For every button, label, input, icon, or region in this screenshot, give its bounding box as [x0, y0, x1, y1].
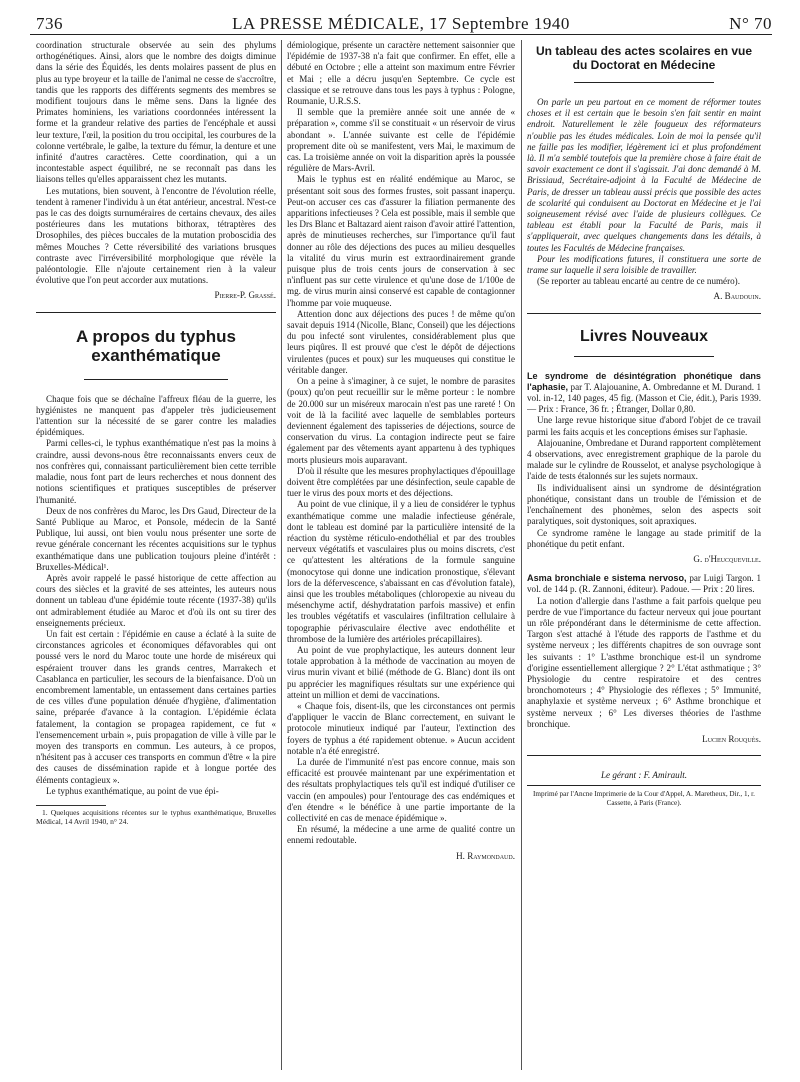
book-reference: par T. Alajouanine, A. Ombredanne et M. Durand. 1 vol. in-12, 140 pages, 45 fig. (Masson et Cie, édit.), Paris 1939. — Prix : France, 36 fr. ; Étranger, Dollar 0,80. — [527, 381, 761, 415]
signature: G. d'Heucqueville. — [693, 553, 761, 564]
box-intro: On parle un peu partout en ce moment de réformer toutes choses et il est certain que le besoin s'en fait sentir en maint endroit. Naturellement le zèle fougueux des réformateurs n'oublie pas les études médicales. Loin de moi la pensée qu'il ne faille pas les modifier, légèrement ici et plus profondément là. Il m'a semblé toutefois que la première chose à faire était de savoir exactement ce dont il s'agissait. J'ai donc demandé à M. Brissiaud, Secrétaire-adjoint à la Faculté de Médecine de Paris, de dresser un tableau aussi précis que possible des actes de scolarité qui conduisent au Doctorat en Médecine et je l'ai soigneusement révisé avec l'aide de plusieurs collègues. Ce tableau est établi pour la Faculté de Paris, mais il s'appliquerait, avec quelques changements dans les détails, à toutes les Facultés de Médecine françaises. — [527, 97, 761, 253]
paragraph: Ils individualisent ainsi un syndrome de désintégration phonétique, consistant dans un trouble de l'émission et de l'enchaînement des phonèmes, selon des aspects soit paralytiques, soit dystoniques, soit apraxiques. — [527, 482, 761, 527]
paragraph: En résumé, la médecine a une arme de qualité contre un ennemi redoutable. — [287, 824, 515, 846]
paragraph: Le typhus exanthématique, au point de vue épi- — [46, 785, 219, 796]
paragraph: « Chaque fois, disent-ils, que les circonstances ont permis d'appliquer le vaccin de Blanc correctement, en suivant le protocole minutieux indiqué par l'auteur, l'extinction des foyers de typhus a été rapidement obtenue. » Aucun accident notable n'a été enregistré. — [287, 700, 515, 756]
signature: Lucien Rouquès. — [702, 733, 761, 744]
signature: A. Baudouin. — [713, 291, 761, 302]
box-intro-continued: Pour les modifications futures, il constituera une sorte de trame sur laquelle il sera loisible de travailler. — [527, 253, 761, 276]
gerant-line: Le gérant : F. Amirault. — [600, 770, 688, 781]
page-header — [30, 10, 772, 36]
book-title: Le syndrome de désintégration phonétique dans l'aphasie, — [527, 370, 761, 392]
box-note: (Se reporter au tableau encarté au centre de ce numéro). — [537, 276, 740, 287]
paragraph: La notion d'allergie dans l'asthme a fait parfois quelque peu perdre de vue l'importance du facteur nerveux qui joue pourtant un rôle prépondérant dans le déterminisme de cette affection. Targon s'est attaché à l'étude des rapports de l'asthme et du système nerveux ; les différents chapitres de son ouvrage sont les suivants : 1° L'asthme bronchique est-il un syndrome d'origine essentiellement allergique ? 2° L'état asthmatique ; 3° Physiologie du centre respiratoire et des centres bronchomoteurs ; 4° Physiologie des réflexes ; 5° Immunité, anaphylaxie et système nerveux ; 6° Asthme bronchique et système nerveux ; 6° Les diverses théories de l'asthme bronchique. — [527, 595, 761, 729]
separator — [527, 785, 761, 786]
article-title: A propos du typhus exanthématique — [76, 326, 236, 365]
column-left — [36, 40, 276, 1070]
page-number: 736 — [36, 14, 63, 33]
footnote: 1. Quelques acquisitions récentes sur le typhus exanthématique, Bruxelles Médical, 14 Avril 1940, n° 24. — [36, 807, 276, 826]
signature: Pierre-P. Grassé. — [214, 290, 276, 301]
paragraph: Il semble que la première année soit une année de « préparation », comme s'il se constituait « un réservoir de virus abondant ». L'année suivante est celle de l'épidémie proprement dite où se manifestent, vers Mai, le maximum de cas. La troisième année on voit la disparition après la poussée régulière de Mars-Avril. — [287, 107, 515, 174]
separator — [84, 379, 228, 380]
book-title: Asma bronchiale e sistema nervoso, — [527, 573, 687, 584]
separator — [527, 313, 761, 314]
paragraph: D'où il résulte que les mesures prophylactiques d'épouillage doivent être complétées par une désinfection, seule capable de tuer le virus des poux morts et des déjections. — [287, 465, 515, 499]
footnote-rule — [36, 805, 106, 806]
books-heading: Livres Nouveaux — [579, 327, 709, 345]
separator — [574, 356, 714, 357]
separator — [574, 82, 714, 83]
paragraph: Ce syndrome ramène le langage au stade primitif de la phonétique du petit enfant. — [527, 527, 761, 549]
column-divider — [281, 40, 282, 1070]
book-entry — [527, 371, 761, 416]
printer-imprint: Imprimé par l'Ancne Imprimerie de la Cour d'Appel, A. Maretheux, Dir., 1, r. Cassette, à Paris (France). — [533, 790, 755, 808]
paragraph: Chaque fois que se déchaîne l'affreux fléau de la guerre, les hygiénistes ne manquent pas d'appeler très judicieusement l'attention sur la nécessité de se garer contre les maladies épidémiques. — [36, 393, 276, 438]
paragraph: Attention donc aux déjections des puces ! de même qu'on savait depuis 1914 (Nicolle, Blanc, Conseil) que les déjections du pou infecté sont virulentes, considérablement plus que leurs piqûres. Il est prouvé que c'est le dépôt de déjections virulentes (puces et poux) sur les muqueuses qui constitue le véritable danger. — [287, 308, 515, 375]
paragraph: Mais le typhus est en réalité endémique au Maroc, se présentant soit sous des formes frustes, soit passant inaperçu. Peut-on accuser ces cas d'assurer la filiation permanente des apparitions infectieuses ? Cela est possible, mais il semble que les Drs Blanc et Baltazard aient raison d'avoir attiré l'attention, après de minutieuses recherches, sur l'importance qu'il faut donner au rôle des déjections des puces au milieu desquelles la vitalité du virus murin est extraordinairement grande puisque plus de trois cents jours de conservation à sec n'influent pas sur cette virulence et qu'une dose de 1/100e de mg. de virus murin ainsi conservé est capable de contagionner l'homme par voie muqueuse. — [287, 174, 515, 308]
paragraph: Au point de vue clinique, il y a lieu de considérer le typhus exanthématique comme une maladie infectieuse générale, dont le tableau est dominé par la particulière intensité de la réaction du système réticulo-endothélial et par des troubles nerveux végétatifs et vasculaires plus ou moins discrets, c'est ce qu'attestent les altérations de la formule sanguine (monocytose qui donne une indication pronostique, s'élevant lors de la défervescence, s'abaissant en cas d'évolution fatale), ainsi que les troubles métaboliques (chloropexie au niveau du mésenchyme actif, déshydratation parfois massive) et enfin les troubles végétatifs et vasculaires (infiltration cellulaire à topographie périvasculaire élective avec endothélite et thrombose de la lumière des artérioles précapillaires). — [287, 499, 515, 644]
column-middle — [287, 40, 515, 1070]
journal-title: LA PRESSE MÉDICALE, 17 Septembre 1940 — [232, 14, 570, 33]
signature: H. Raymondaud. — [456, 850, 515, 861]
paragraph: Un fait est certain : l'épidémie en cause a éclaté à la suite de circonstances agricoles et économiques défavorables qui ont poussé vers le nord du Maroc toute une horde de miséreux qui espéraient trouver dans les grands centres, Marrakech et Casablanca en particulier, les secours de la bienfaisance. D'où un encombrement lamentable, un entassement dans certaines parties de ces villes d'une population dénuée d'hygiène, d'alimentation saine, préparée d'avance à la contagion. L'épidémie éclata fatalement, la contagion se propagea rapidement, ce fut « l'ensemencement urbain », puis propagation de ville à ville par le moyen des transports en commun. Les auteurs, à ce propos, n'hésitent pas à accuser ces transports en commun d'être « la pire des causes de dissémination rapide et à longue portée des éléments contagieux ». — [36, 628, 276, 785]
paragraph: Une large revue historique situe d'abord l'objet de ce travail parmi les faits acquis et les conceptions émises sur l'aphasie. — [527, 415, 761, 437]
paragraph: Parmi celles-ci, le typhus exanthématique n'est pas la moins à craindre, aussi devons-nous être reconnaissants envers ceux de nos confrères qui, connaissant particulièrement bien cette terrible maladie, nous font part de leurs recherches et nous donnent des notions scientifiques et pratiques susceptibles de préserver l'humanité. — [36, 438, 276, 505]
separator — [527, 755, 761, 756]
paragraph: On a peine à s'imaginer, à ce sujet, le nombre de parasites (poux) qu'on peut recueillir sur le même porteur : le nombre de 20.000 sur un miséreux marocain n'est pas une rareté ! On voit de là la facilité avec laquelle de semblables porteurs deviennent également des tapisseries de déjections, source de conservation du virus. La contagion indirecte peut se faire également par des vêtements ayant appartenu à des typhiques morts plusieurs mois auparavant. — [287, 376, 515, 465]
paragraph: Au point de vue prophylactique, les auteurs donnent leur totale approbation à la méthode de vaccination au moyen de virus murin vivant et bilié (méthode de G. Blanc) dont ils ont pu apprécier les magnifiques résultats sur une expérience qui atteint un million et demi de vaccinations. — [287, 644, 515, 700]
column-right — [527, 40, 761, 1070]
book-entry — [527, 573, 761, 595]
paragraph: démiologique, présente un caractère nettement saisonnier que l'épidémie de 1937-38 n'a fait que confirmer. En effet, elle a débuté en Octobre ; elle a atteint son maximum entre Février et Mai ; elle a décru jusqu'en Septembre. Ce cycle est classique et se retrouve dans tous les pays à typhus : Pologne, Roumanie, U.R.S.S. — [287, 40, 515, 107]
header-rule — [30, 34, 772, 35]
paragraph: La durée de l'immunité n'est pas encore connue, mais son efficacité est prouvée maintenant par une expérimentation et des résultats prophylactiques tels qu'il est indiqué d'utiliser ce vaccin (en ampoules) pour l'entourage des cas endémiques et d'en étendre « le bénéfice à une partie importante de la collectivité en cas de menace épidémique ». — [287, 757, 515, 824]
paragraph: Alajouanine, Ombredane et Durand rapportent complètement 4 observations, avec enregistrement graphique de la parole du malade sur le cylindre de Rousselot, et analyse psychologique à l'aide de tests étalonnés sur les sujets normaux. — [527, 437, 761, 482]
paragraph: Les mutations, bien souvent, à l'encontre de l'évolution réelle, tendent à ramener l'individu à un état antérieur, ancestral. N'est-ce pas le cas des doigts surnuméraires de certains chevaux, des ailes postérieures dans les mutations bithorax, tétraptères des Drosophiles, des pièces buccales de la mutation proboscidia des mêmes Mouches ? Cette réversibilité des variations brusques contraste avec l'irréversibilité morphologique que révèle la paléontologie. Elle n'ajoute certainement rien à la valeur évolutive que l'on peut accorder aux mutations. — [36, 185, 276, 286]
column-divider — [521, 40, 522, 1070]
paragraph: Après avoir rappelé le passé historique de cette affection au cours des siècles et la gravité de ses atteintes, les auteurs nous donnent un tableau d'une épidémie toute récente (1937-38) qu'ils ont admirablement étudiée au Maroc et d'où ils ont su tirer des enseignements précieux. — [36, 572, 276, 628]
paragraph: coordination structurale observée au sein des phylums orthogénétiques. Ainsi, alors que le nombre des doigts diminue dans la série des Équidés, les dents molaires passent de plus en plus au type broyeur et la taille de l'animal ne cesse de s'accroître, tandis que les rapports des différents segments des membres se modifient toujours dans le même sens. Dans la lignée des Primates hominiens, les variations coordonnées intéressent la forme et la grandeur relative des parties de l'encéphale et aussi leur texture, l'œil, la position du trou occipital, les courbures de la colonne vertébrale, le galbe, la texture du fémur, la denture et une infinité d'autres caractères. Cette coordination, qui a un incontestable aspect équilibré, ne se reconnaît pas dans les liaisons telles qu'elles apparaissent chez les mutants. — [36, 40, 276, 185]
book-reference: par Luigi Targon. 1 vol. de 144 p. (R. Zannoni, éditeur). Padoue. — Prix : 20 lires. — [527, 573, 761, 595]
box-title: Un tableau des actes scolaires en vue du Doctorat en Médecine — [535, 44, 753, 72]
issue-number: N° 70 — [729, 14, 772, 33]
paragraph: Deux de nos confrères du Maroc, les Drs Gaud, Directeur de la Santé Publique au Maroc, et Ponsole, médecin de la Santé Publique, lui aussi, ont bien voulu nous présenter une sorte de revue générale concernant les récentes acquisitions sur le typhus exanthématique dans une publication toujours pleine d'intérêt : Bruxelles-Médical¹. — [36, 505, 276, 572]
separator — [36, 312, 276, 313]
